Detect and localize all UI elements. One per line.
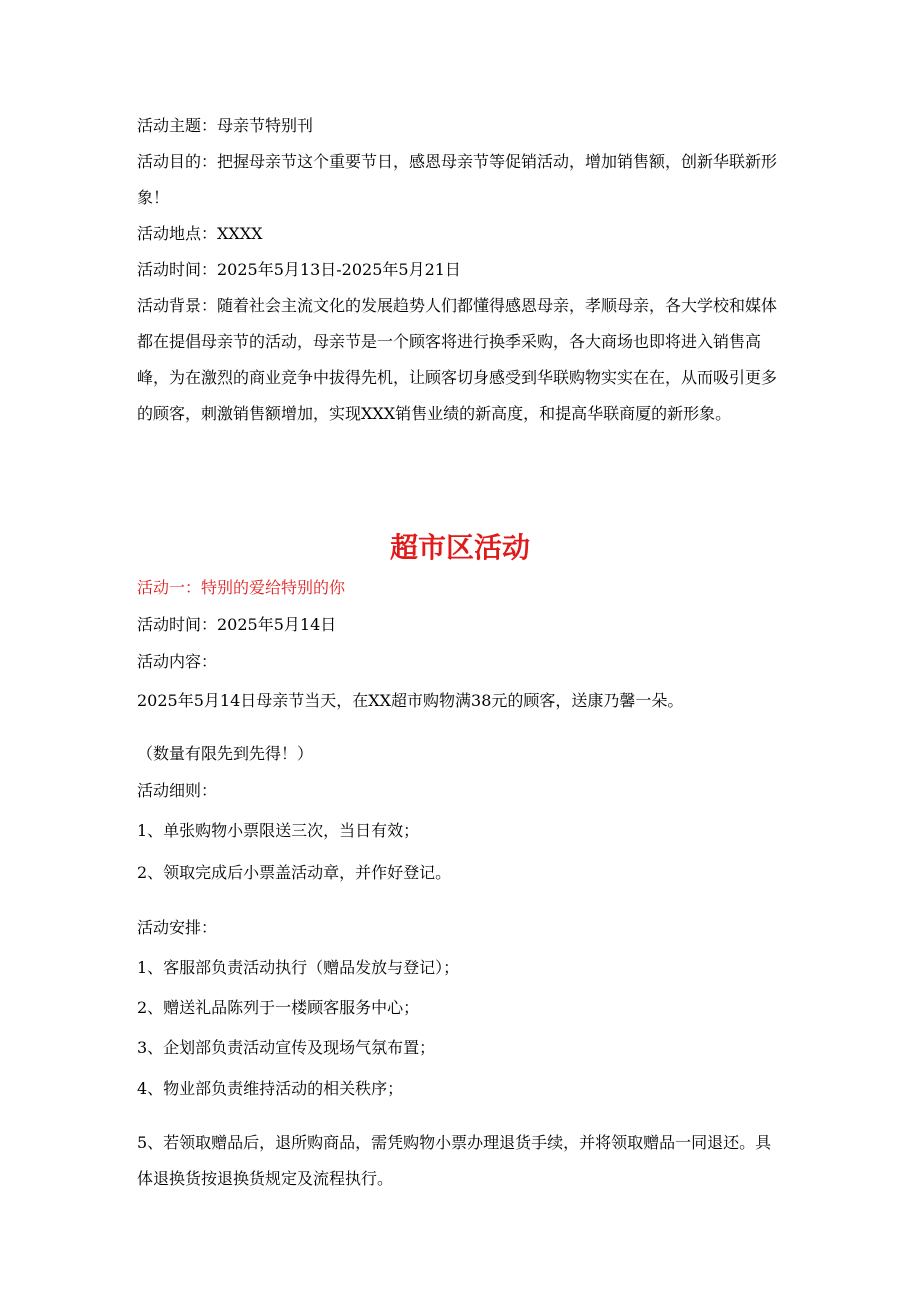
section-title: 超市区活动 xyxy=(389,531,530,564)
arrangement-item: 4、物业部负责维持活动的相关秩序； xyxy=(137,1079,404,1098)
rule-item: 1、单张购物小票限送三次，当日有效； xyxy=(137,821,420,840)
intro-block xyxy=(137,108,787,288)
activity-time: 活动时间：2025年5月13日-2025年5月21日 xyxy=(137,260,461,279)
arrangement-item: 5、若领取赠品后，退所购商品，需凭购物小票办理退货手续，并将领取赠品一同退还。具体退换货按退换货规定及流程执行。 xyxy=(137,1133,772,1188)
limit-note: （数量有限先到先得！） xyxy=(137,744,314,763)
arrangement-item: 1、客服部负责活动执行（赠品发放与登记）； xyxy=(137,958,460,977)
arrangement-item: 3、企划部负责活动宣传及现场气氛布置； xyxy=(137,1038,436,1057)
activity-location: 活动地点：XXXX xyxy=(137,224,263,243)
content-text: 2025年5月14日母亲节当天，在XX超市购物满38元的顾客，送康乃馨一朵。 xyxy=(137,691,684,710)
activity-theme: 活动主题：母亲节特别刊 xyxy=(137,116,314,135)
rules-label: 活动细则： xyxy=(137,781,218,800)
rule-item: 2、领取完成后小票盖活动章，并作好登记。 xyxy=(137,863,452,882)
activity-one-time: 活动时间：2025年5月14日 xyxy=(137,615,337,634)
activity-background: 活动背景：随着社会主流文化的发展趋势人们都懂得感恩母亲，孝顺母亲，各大学校和媒体都在提倡母亲节的活动，母亲节是一个顾客将进行换季采购，各大商场也即将进入销售高峰，为在激烈的商业竞争中拔得先机，让顾客切身感受到华联购物实实在在，从而吸引更多的顾客，刺激销售额增加，实现XXX销售业绩的新高度，和提高华联商厦的新形象。 xyxy=(137,296,778,423)
content-label: 活动内容： xyxy=(137,652,218,671)
activity-purpose: 活动目的：把握母亲节这个重要节日，感恩母亲节等促销活动，增加销售额，创新华联新形象！ xyxy=(137,152,778,207)
arrangement-item: 2、赠送礼品陈列于一楼顾客服务中心； xyxy=(137,998,420,1017)
activity-one-title: 活动一：特别的爱给特别的你 xyxy=(137,578,346,597)
arrangement-label: 活动安排： xyxy=(137,918,218,937)
